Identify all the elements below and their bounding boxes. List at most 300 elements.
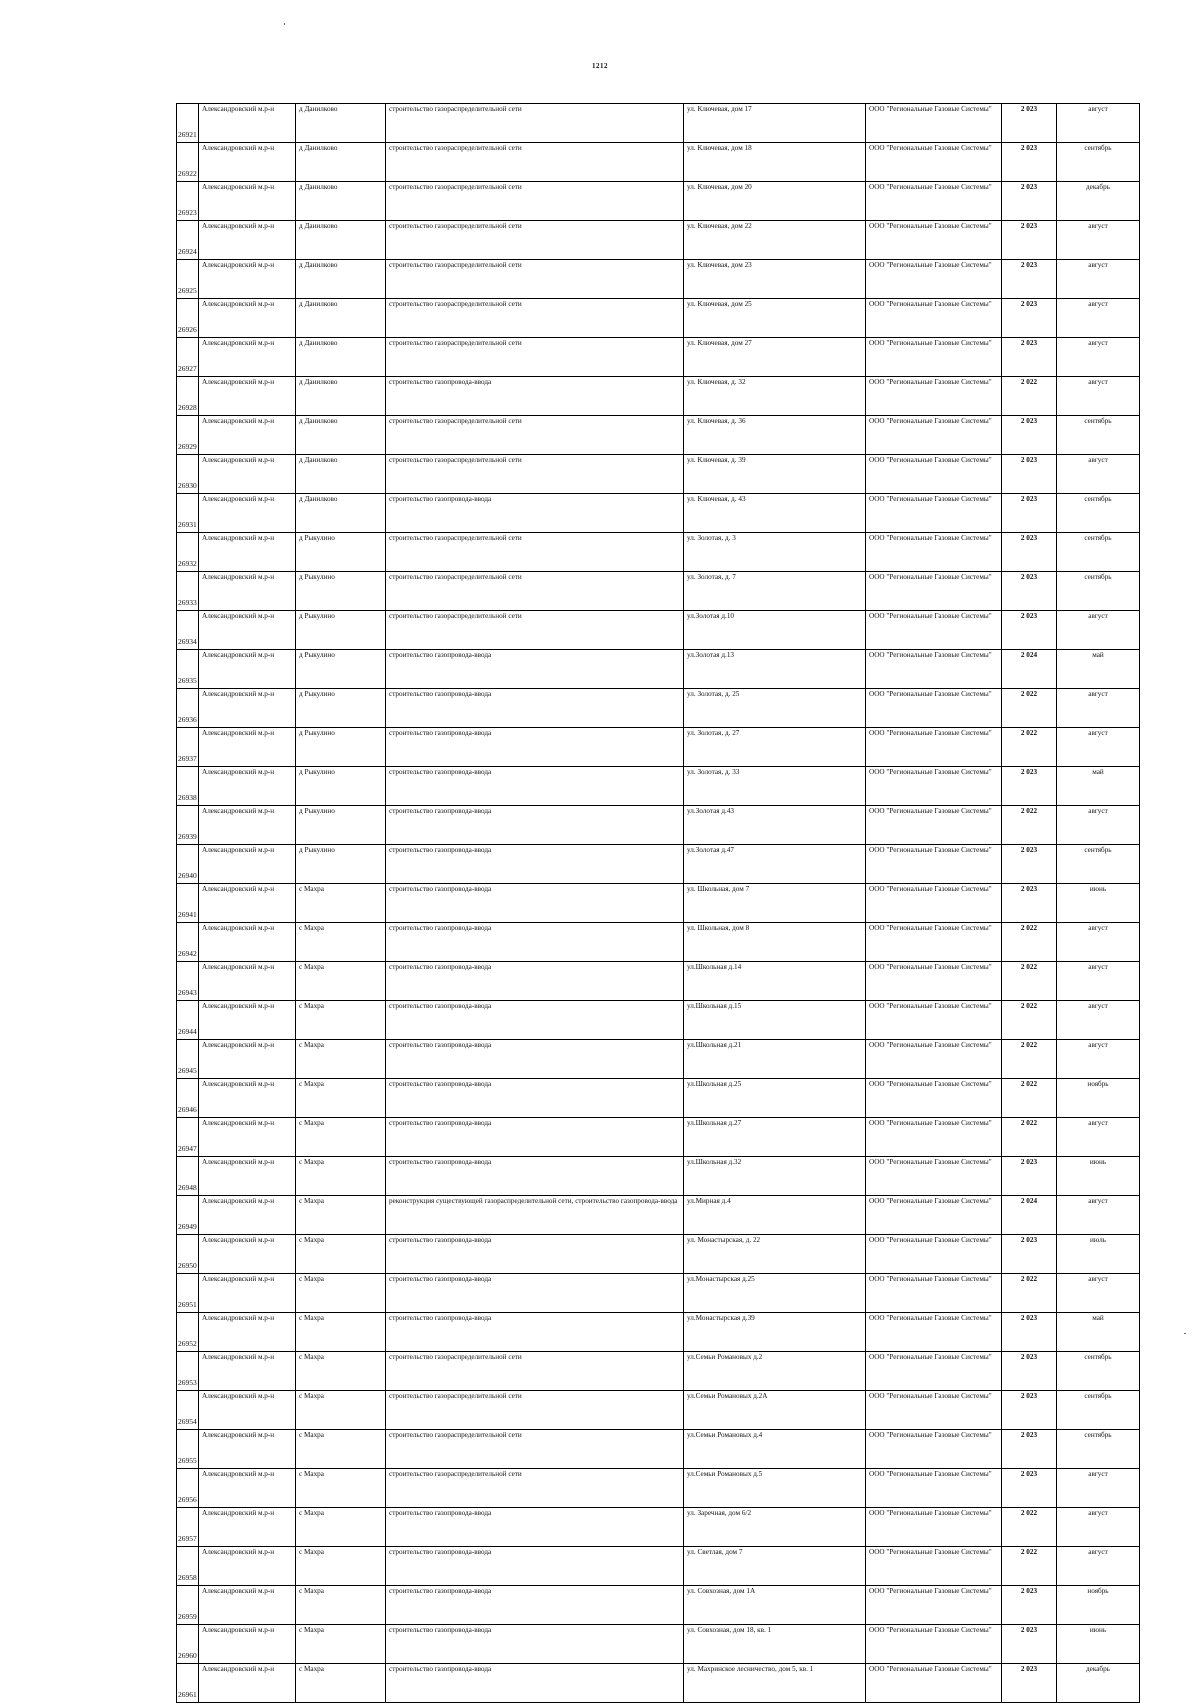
organization-cell: ООО "Региональные Газовые Системы" [866, 728, 1002, 767]
district-cell: Александровский м.р-н [199, 1079, 296, 1118]
locality-cell: д Данилково [296, 455, 386, 494]
year-cell: 2 023 [1002, 182, 1057, 221]
address-cell: ул.Монастырская д.25 [684, 1274, 866, 1313]
address-cell: ул.Школьная д.21 [684, 1040, 866, 1079]
organization-cell: ООО "Региональные Газовые Системы" [866, 533, 1002, 572]
month-cell: август [1057, 1118, 1140, 1157]
organization-cell: ООО "Региональные Газовые Системы" [866, 650, 1002, 689]
year-cell: 2 023 [1002, 455, 1057, 494]
row-number: 26947 [177, 1118, 199, 1157]
table-row [177, 689, 1140, 728]
month-cell: декабрь [1057, 182, 1140, 221]
row-number: 26928 [177, 377, 199, 416]
work-type-cell: строительство газораспределительной сети [386, 611, 684, 650]
address-cell: ул.Школьная д.14 [684, 962, 866, 1001]
locality-cell: с Махра [296, 1586, 386, 1625]
table-row [177, 533, 1140, 572]
year-cell: 2 022 [1002, 689, 1057, 728]
year-cell: 2 023 [1002, 221, 1057, 260]
locality-cell: с Махра [296, 1625, 386, 1664]
district-cell: Александровский м.р-н [199, 728, 296, 767]
table-row [177, 650, 1140, 689]
district-cell: Александровский м.р-н [199, 1430, 296, 1469]
table-row [177, 221, 1140, 260]
address-cell: ул. Золотая, д. 7 [684, 572, 866, 611]
organization-cell: ООО "Региональные Газовые Системы" [866, 611, 1002, 650]
table-body [177, 104, 1140, 1703]
organization-cell: ООО "Региональные Газовые Системы" [866, 182, 1002, 221]
locality-cell: с Махра [296, 1235, 386, 1274]
work-type-cell: строительство газопровода-ввода [386, 884, 684, 923]
row-number: 26932 [177, 533, 199, 572]
year-cell: 2 023 [1002, 143, 1057, 182]
work-type-cell: строительство газопровода-ввода [386, 1274, 684, 1313]
month-cell: август [1057, 1001, 1140, 1040]
table-row [177, 845, 1140, 884]
table-row [177, 1352, 1140, 1391]
organization-cell: ООО "Региональные Газовые Системы" [866, 1625, 1002, 1664]
locality-cell: д Рыкулино [296, 533, 386, 572]
table-row [177, 416, 1140, 455]
organization-cell: ООО "Региональные Газовые Системы" [866, 1469, 1002, 1508]
month-cell: август [1057, 1196, 1140, 1235]
work-type-cell: строительство газораспределительной сети [386, 182, 684, 221]
table-row [177, 494, 1140, 533]
organization-cell: ООО "Региональные Газовые Системы" [866, 416, 1002, 455]
row-number: 26940 [177, 845, 199, 884]
row-number: 26934 [177, 611, 199, 650]
month-cell: май [1057, 1313, 1140, 1352]
year-cell: 2 023 [1002, 611, 1057, 650]
organization-cell: ООО "Региональные Газовые Системы" [866, 1391, 1002, 1430]
locality-cell: д Рыкулино [296, 689, 386, 728]
work-type-cell: строительство газопровода-ввода [386, 845, 684, 884]
table-row [177, 1469, 1140, 1508]
locality-cell: с Махра [296, 1118, 386, 1157]
address-cell: ул.Золотая д.47 [684, 845, 866, 884]
work-type-cell: строительство газораспределительной сети [386, 455, 684, 494]
year-cell: 2 023 [1002, 1352, 1057, 1391]
district-cell: Александровский м.р-н [199, 767, 296, 806]
year-cell: 2 023 [1002, 533, 1057, 572]
district-cell: Александровский м.р-н [199, 1547, 296, 1586]
locality-cell: д Рыкулино [296, 845, 386, 884]
year-cell: 2 023 [1002, 1430, 1057, 1469]
address-cell: ул.Золотая д.10 [684, 611, 866, 650]
address-cell: ул.Золотая д.43 [684, 806, 866, 845]
organization-cell: ООО "Региональные Газовые Системы" [866, 299, 1002, 338]
month-cell: август [1057, 728, 1140, 767]
year-cell: 2 022 [1002, 1508, 1057, 1547]
work-type-cell: строительство газопровода-ввода [386, 1079, 684, 1118]
table-row [177, 1157, 1140, 1196]
month-cell: июнь [1057, 1157, 1140, 1196]
row-number: 26953 [177, 1352, 199, 1391]
district-cell: Александровский м.р-н [199, 299, 296, 338]
address-cell: ул. Ключевая, дом 27 [684, 338, 866, 377]
work-type-cell: строительство газопровода-ввода [386, 806, 684, 845]
month-cell: август [1057, 806, 1140, 845]
organization-cell: ООО "Региональные Газовые Системы" [866, 1313, 1002, 1352]
work-type-cell: строительство газопровода-ввода [386, 728, 684, 767]
table-row [177, 728, 1140, 767]
district-cell: Александровский м.р-н [199, 377, 296, 416]
year-cell: 2 023 [1002, 845, 1057, 884]
address-cell: ул. Ключевая, д. 43 [684, 494, 866, 533]
work-type-cell: строительство газопровода-ввода [386, 1157, 684, 1196]
table-row [177, 338, 1140, 377]
address-cell: ул.Семьи Романовых д.2 [684, 1352, 866, 1391]
table-row [177, 299, 1140, 338]
row-number: 26936 [177, 689, 199, 728]
work-type-cell: строительство газораспределительной сети [386, 416, 684, 455]
district-cell: Александровский м.р-н [199, 650, 296, 689]
row-number: 26938 [177, 767, 199, 806]
locality-cell: д Рыкулино [296, 728, 386, 767]
row-number: 26922 [177, 143, 199, 182]
district-cell: Александровский м.р-н [199, 1118, 296, 1157]
month-cell: июль [1057, 1235, 1140, 1274]
year-cell: 2 023 [1002, 767, 1057, 806]
district-cell: Александровский м.р-н [199, 689, 296, 728]
year-cell: 2 023 [1002, 1391, 1057, 1430]
work-type-cell: строительство газопровода-ввода [386, 1625, 684, 1664]
row-number: 26952 [177, 1313, 199, 1352]
organization-cell: ООО "Региональные Газовые Системы" [866, 1352, 1002, 1391]
row-number: 26924 [177, 221, 199, 260]
work-type-cell: строительство газопровода-ввода [386, 1235, 684, 1274]
work-type-cell: строительство газопровода-ввода [386, 1664, 684, 1703]
work-type-cell: строительство газопровода-ввода [386, 494, 684, 533]
table-row [177, 611, 1140, 650]
locality-cell: с Махра [296, 1313, 386, 1352]
work-type-cell: строительство газопровода-ввода [386, 962, 684, 1001]
row-number: 26951 [177, 1274, 199, 1313]
table-row [177, 1664, 1140, 1703]
district-cell: Александровский м.р-н [199, 884, 296, 923]
organization-cell: ООО "Региональные Газовые Системы" [866, 221, 1002, 260]
address-cell: ул. Ключевая, дом 23 [684, 260, 866, 299]
address-cell: ул.Семьи Романовых д.5 [684, 1469, 866, 1508]
organization-cell: ООО "Региональные Газовые Системы" [866, 1157, 1002, 1196]
locality-cell: с Махра [296, 1001, 386, 1040]
month-cell: сентябрь [1057, 143, 1140, 182]
year-cell: 2 023 [1002, 104, 1057, 143]
district-cell: Александровский м.р-н [199, 845, 296, 884]
address-cell: ул. Ключевая, дом 25 [684, 299, 866, 338]
organization-cell: ООО "Региональные Газовые Системы" [866, 1430, 1002, 1469]
month-cell: сентябрь [1057, 1391, 1140, 1430]
row-number: 26927 [177, 338, 199, 377]
work-type-cell: строительство газопровода-ввода [386, 377, 684, 416]
locality-cell: с Махра [296, 1547, 386, 1586]
table-row [177, 1001, 1140, 1040]
address-cell: ул. Золотая, д. 3 [684, 533, 866, 572]
year-cell: 2 023 [1002, 338, 1057, 377]
row-number: 26942 [177, 923, 199, 962]
table-row [177, 455, 1140, 494]
district-cell: Александровский м.р-н [199, 1586, 296, 1625]
district-cell: Александровский м.р-н [199, 1157, 296, 1196]
locality-cell: с Махра [296, 1352, 386, 1391]
organization-cell: ООО "Региональные Газовые Системы" [866, 1079, 1002, 1118]
address-cell: ул.Семьи Романовых д.4 [684, 1430, 866, 1469]
locality-cell: с Махра [296, 962, 386, 1001]
organization-cell: ООО "Региональные Газовые Системы" [866, 1547, 1002, 1586]
locality-cell: д Данилково [296, 221, 386, 260]
address-cell: ул. Монастырская, д. 22 [684, 1235, 866, 1274]
work-type-cell: строительство газопровода-ввода [386, 650, 684, 689]
district-cell: Александровский м.р-н [199, 806, 296, 845]
row-number: 26929 [177, 416, 199, 455]
table-row [177, 143, 1140, 182]
month-cell: сентябрь [1057, 572, 1140, 611]
district-cell: Александровский м.р-н [199, 1391, 296, 1430]
table-row [177, 1274, 1140, 1313]
table-row [177, 1196, 1140, 1235]
work-type-cell: строительство газораспределительной сети [386, 1430, 684, 1469]
work-type-cell: строительство газораспределительной сети [386, 1469, 684, 1508]
locality-cell: с Махра [296, 1157, 386, 1196]
district-cell: Александровский м.р-н [199, 1274, 296, 1313]
month-cell: август [1057, 299, 1140, 338]
address-cell: ул. Светлая, дом 7 [684, 1547, 866, 1586]
organization-cell: ООО "Региональные Газовые Системы" [866, 1235, 1002, 1274]
month-cell: сентябрь [1057, 533, 1140, 572]
locality-cell: с Махра [296, 1469, 386, 1508]
table-row [177, 884, 1140, 923]
scan-mark-right [1184, 1333, 1186, 1334]
address-cell: ул.Золотая д.13 [684, 650, 866, 689]
locality-cell: д Данилково [296, 494, 386, 533]
organization-cell: ООО "Региональные Газовые Системы" [866, 338, 1002, 377]
locality-cell: д Данилково [296, 260, 386, 299]
work-type-cell: строительство газопровода-ввода [386, 923, 684, 962]
locality-cell: д Рыкулино [296, 611, 386, 650]
locality-cell: д Данилково [296, 299, 386, 338]
row-number: 26950 [177, 1235, 199, 1274]
year-cell: 2 023 [1002, 416, 1057, 455]
address-cell: ул.Семьи Романовых д.2А [684, 1391, 866, 1430]
work-type-cell: строительство газопровода-ввода [386, 689, 684, 728]
locality-cell: с Махра [296, 1508, 386, 1547]
month-cell: август [1057, 611, 1140, 650]
year-cell: 2 023 [1002, 1664, 1057, 1703]
table-row [177, 1235, 1140, 1274]
organization-cell: ООО "Региональные Газовые Системы" [866, 455, 1002, 494]
row-number: 26926 [177, 299, 199, 338]
month-cell: август [1057, 1469, 1140, 1508]
row-number: 26955 [177, 1430, 199, 1469]
year-cell: 2 023 [1002, 1586, 1057, 1625]
month-cell: август [1057, 104, 1140, 143]
row-number: 26958 [177, 1547, 199, 1586]
work-type-cell: реконструкция существующей газораспределительной сети, строительство газопровода-ввода [386, 1196, 684, 1235]
year-cell: 2 022 [1002, 728, 1057, 767]
district-cell: Александровский м.р-н [199, 338, 296, 377]
year-cell: 2 022 [1002, 1040, 1057, 1079]
row-number: 26925 [177, 260, 199, 299]
organization-cell: ООО "Региональные Газовые Системы" [866, 1040, 1002, 1079]
month-cell: август [1057, 338, 1140, 377]
address-cell: ул. Школьная, дом 8 [684, 923, 866, 962]
table-row [177, 1508, 1140, 1547]
month-cell: сентябрь [1057, 845, 1140, 884]
organization-cell: ООО "Региональные Газовые Системы" [866, 923, 1002, 962]
row-number: 26945 [177, 1040, 199, 1079]
registry-table [176, 103, 1140, 1703]
address-cell: ул. Ключевая, д. 32 [684, 377, 866, 416]
row-number: 26954 [177, 1391, 199, 1430]
work-type-cell: строительство газопровода-ввода [386, 1040, 684, 1079]
work-type-cell: строительство газораспределительной сети [386, 299, 684, 338]
district-cell: Александровский м.р-н [199, 1664, 296, 1703]
address-cell: ул. Ключевая, д. 36 [684, 416, 866, 455]
month-cell: май [1057, 650, 1140, 689]
address-cell: ул.Мирная д.4 [684, 1196, 866, 1235]
year-cell: 2 022 [1002, 1118, 1057, 1157]
row-number: 26949 [177, 1196, 199, 1235]
table-row [177, 1040, 1140, 1079]
address-cell: ул. Ключевая, дом 18 [684, 143, 866, 182]
work-type-cell: строительство газораспределительной сети [386, 533, 684, 572]
organization-cell: ООО "Региональные Газовые Системы" [866, 1586, 1002, 1625]
district-cell: Александровский м.р-н [199, 416, 296, 455]
organization-cell: ООО "Региональные Газовые Системы" [866, 1274, 1002, 1313]
address-cell: ул.Школьная д.32 [684, 1157, 866, 1196]
row-number: 26959 [177, 1586, 199, 1625]
row-number: 26946 [177, 1079, 199, 1118]
month-cell: август [1057, 221, 1140, 260]
address-cell: ул.Школьная д.15 [684, 1001, 866, 1040]
month-cell: сентябрь [1057, 1430, 1140, 1469]
district-cell: Александровский м.р-н [199, 143, 296, 182]
locality-cell: с Махра [296, 1040, 386, 1079]
table-row [177, 1430, 1140, 1469]
organization-cell: ООО "Региональные Газовые Системы" [866, 767, 1002, 806]
district-cell: Александровский м.р-н [199, 962, 296, 1001]
district-cell: Александровский м.р-н [199, 182, 296, 221]
organization-cell: ООО "Региональные Газовые Системы" [866, 689, 1002, 728]
organization-cell: ООО "Региональные Газовые Системы" [866, 104, 1002, 143]
table-row [177, 182, 1140, 221]
work-type-cell: строительство газопровода-ввода [386, 1001, 684, 1040]
work-type-cell: строительство газораспределительной сети [386, 1352, 684, 1391]
year-cell: 2 024 [1002, 650, 1057, 689]
district-cell: Александровский м.р-н [199, 533, 296, 572]
year-cell: 2 023 [1002, 1235, 1057, 1274]
row-number: 26930 [177, 455, 199, 494]
locality-cell: д Данилково [296, 182, 386, 221]
row-number: 26935 [177, 650, 199, 689]
month-cell: май [1057, 767, 1140, 806]
district-cell: Александровский м.р-н [199, 1235, 296, 1274]
month-cell: август [1057, 962, 1140, 1001]
table-row [177, 1586, 1140, 1625]
year-cell: 2 024 [1002, 1196, 1057, 1235]
address-cell: ул. Золотая, д. 25 [684, 689, 866, 728]
address-cell: ул. Школьная, дом 7 [684, 884, 866, 923]
locality-cell: д Рыкулино [296, 806, 386, 845]
locality-cell: д Данилково [296, 338, 386, 377]
address-cell: ул. Ключевая, дом 22 [684, 221, 866, 260]
row-number: 26957 [177, 1508, 199, 1547]
month-cell: июнь [1057, 1625, 1140, 1664]
work-type-cell: строительство газораспределительной сети [386, 143, 684, 182]
district-cell: Александровский м.р-н [199, 494, 296, 533]
locality-cell: д Данилково [296, 143, 386, 182]
district-cell: Александровский м.р-н [199, 1196, 296, 1235]
month-cell: август [1057, 689, 1140, 728]
month-cell: ноябрь [1057, 1586, 1140, 1625]
year-cell: 2 022 [1002, 923, 1057, 962]
work-type-cell: строительство газопровода-ввода [386, 1586, 684, 1625]
year-cell: 2 023 [1002, 1469, 1057, 1508]
work-type-cell: строительство газораспределительной сети [386, 260, 684, 299]
address-cell: ул. Заречная, дом 6/2 [684, 1508, 866, 1547]
locality-cell: с Махра [296, 1196, 386, 1235]
month-cell: август [1057, 1547, 1140, 1586]
year-cell: 2 023 [1002, 1625, 1057, 1664]
table-row [177, 377, 1140, 416]
month-cell: ноябрь [1057, 1079, 1140, 1118]
year-cell: 2 023 [1002, 572, 1057, 611]
month-cell: август [1057, 1274, 1140, 1313]
year-cell: 2 023 [1002, 884, 1057, 923]
organization-cell: ООО "Региональные Газовые Системы" [866, 1664, 1002, 1703]
address-cell: ул.Школьная д.27 [684, 1118, 866, 1157]
row-number: 26960 [177, 1625, 199, 1664]
year-cell: 2 023 [1002, 260, 1057, 299]
work-type-cell: строительство газопровода-ввода [386, 1313, 684, 1352]
year-cell: 2 022 [1002, 806, 1057, 845]
year-cell: 2 023 [1002, 1157, 1057, 1196]
organization-cell: ООО "Региональные Газовые Системы" [866, 143, 1002, 182]
district-cell: Александровский м.р-н [199, 923, 296, 962]
year-cell: 2 022 [1002, 1001, 1057, 1040]
locality-cell: д Данилково [296, 104, 386, 143]
address-cell: ул. Ключевая, д. 39 [684, 455, 866, 494]
address-cell: ул.Школьная д.25 [684, 1079, 866, 1118]
organization-cell: ООО "Региональные Газовые Системы" [866, 962, 1002, 1001]
organization-cell: ООО "Региональные Газовые Системы" [866, 884, 1002, 923]
month-cell: декабрь [1057, 1664, 1140, 1703]
month-cell: июнь [1057, 884, 1140, 923]
work-type-cell: строительство газораспределительной сети [386, 104, 684, 143]
work-type-cell: строительство газопровода-ввода [386, 1547, 684, 1586]
month-cell: август [1057, 455, 1140, 494]
district-cell: Александровский м.р-н [199, 221, 296, 260]
row-number: 26939 [177, 806, 199, 845]
table-row [177, 923, 1140, 962]
locality-cell: д Рыкулино [296, 572, 386, 611]
locality-cell: д Рыкулино [296, 650, 386, 689]
year-cell: 2 023 [1002, 1313, 1057, 1352]
table-row [177, 1079, 1140, 1118]
district-cell: Александровский м.р-н [199, 1469, 296, 1508]
locality-cell: с Махра [296, 1079, 386, 1118]
locality-cell: с Махра [296, 923, 386, 962]
month-cell: август [1057, 377, 1140, 416]
organization-cell: ООО "Региональные Газовые Системы" [866, 1508, 1002, 1547]
work-type-cell: строительство газораспределительной сети [386, 221, 684, 260]
table-row [177, 1313, 1140, 1352]
year-cell: 2 022 [1002, 1274, 1057, 1313]
table-row [177, 767, 1140, 806]
year-cell: 2 023 [1002, 299, 1057, 338]
month-cell: август [1057, 1508, 1140, 1547]
district-cell: Александровский м.р-н [199, 611, 296, 650]
